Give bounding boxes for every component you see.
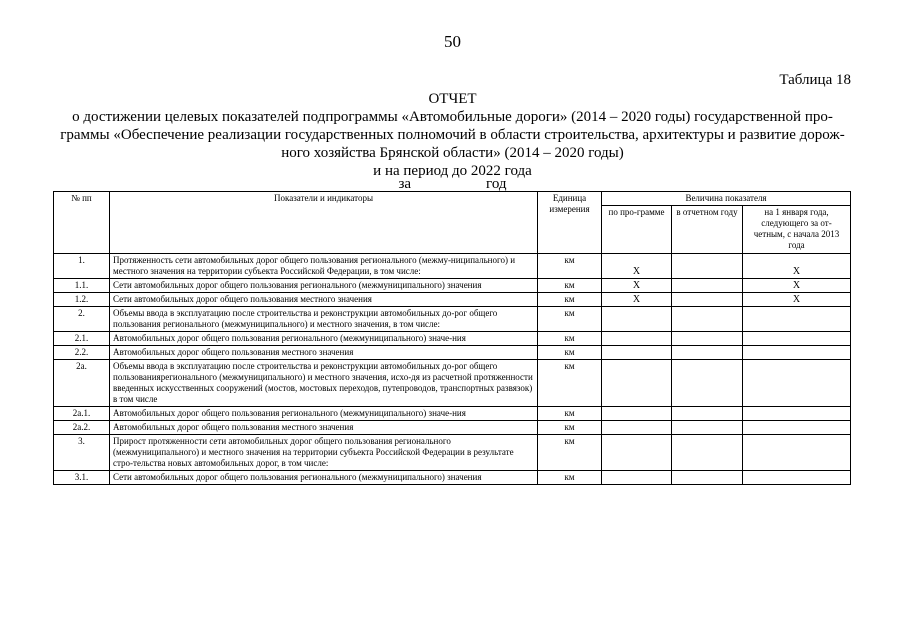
- row-indicator: Сети автомобильных дорог общего пользования местного значения: [110, 293, 538, 307]
- row-reporting-year: [672, 279, 743, 293]
- row-unit: км: [538, 293, 602, 307]
- header-reporting-year: в отчетном году: [672, 206, 743, 254]
- row-by-program: [602, 471, 672, 485]
- row-indicator: Автомобильных дорог общего пользования местного значения: [110, 346, 538, 360]
- row-unit: км: [538, 407, 602, 421]
- row-by-program: [602, 435, 672, 471]
- row-number: 1.: [54, 254, 110, 279]
- row-by-program: X: [602, 279, 672, 293]
- table-row: [54, 346, 851, 360]
- table-row: [54, 293, 851, 307]
- row-unit: км: [538, 360, 602, 407]
- row-reporting-year: [672, 407, 743, 421]
- row-unit: км: [538, 254, 602, 279]
- row-jan1: X: [743, 279, 851, 293]
- row-number: 2а.2.: [54, 421, 110, 435]
- row-unit: км: [538, 346, 602, 360]
- row-by-program: [602, 332, 672, 346]
- page-number: 50: [444, 32, 461, 51]
- header-jan1: на 1 января года, следующего за от-четным, с начала 2013 года: [743, 206, 851, 254]
- title-line-3: ного хозяйства Брянской области» (2014 – 2020 годы): [281, 145, 624, 161]
- row-by-program: [602, 346, 672, 360]
- row-by-program: [602, 307, 672, 332]
- row-reporting-year: [672, 360, 743, 407]
- row-jan1: [743, 307, 851, 332]
- row-jan1: [743, 360, 851, 407]
- row-reporting-year: [672, 435, 743, 471]
- row-number: 2.: [54, 307, 110, 332]
- title-line-4: и на период до 2022 года: [373, 163, 532, 179]
- table-label: Таблица 18: [779, 72, 851, 88]
- row-reporting-year: [672, 421, 743, 435]
- row-number: 1.1.: [54, 279, 110, 293]
- row-reporting-year: [672, 293, 743, 307]
- row-indicator: Автомобильных дорог общего пользования регионального (межмуниципального) значе-ния: [110, 332, 538, 346]
- row-indicator: Сети автомобильных дорог общего пользования регионального (межмуниципального) значения: [110, 279, 538, 293]
- table-row: [54, 435, 851, 471]
- report-period: за год: [398, 176, 507, 192]
- table-row: [54, 421, 851, 435]
- row-by-program: [602, 360, 672, 407]
- table-row: [54, 407, 851, 421]
- row-number: 2.2.: [54, 346, 110, 360]
- row-by-program: [602, 407, 672, 421]
- row-reporting-year: [672, 346, 743, 360]
- row-by-program: [602, 421, 672, 435]
- header-unit: Единица измерения: [538, 192, 602, 254]
- row-unit: км: [538, 279, 602, 293]
- row-indicator: Автомобильных дорог общего пользования местного значения: [110, 421, 538, 435]
- row-indicator: Прирост протяженности сети автомобильных дорог общего пользования регионального (межмуниципального) и местного значения на территории субъекта Российской Федерации в результате стро-тельства новых автомобильных дорог, в том числе:: [110, 435, 538, 471]
- row-jan1: [743, 421, 851, 435]
- row-reporting-year: [672, 307, 743, 332]
- row-number: 2.1.: [54, 332, 110, 346]
- header-num: № пп: [54, 192, 110, 254]
- row-unit: км: [538, 471, 602, 485]
- row-number: 2а.1.: [54, 407, 110, 421]
- table-row: [54, 332, 851, 346]
- row-reporting-year: [672, 471, 743, 485]
- row-indicator: Автомобильных дорог общего пользования регионального (межмуниципального) значе-ния: [110, 407, 538, 421]
- row-jan1: X: [743, 254, 851, 279]
- header-indicator: Показатели и индикаторы: [110, 192, 538, 254]
- row-number: 3.1.: [54, 471, 110, 485]
- row-unit: км: [538, 307, 602, 332]
- row-indicator: Объемы ввода в эксплуатацию после строительства и реконструкции автомобильных до-рог общего пользованиярегионального (межмуниципального) и местного значения, исхо-дя из расчетной протяженности введенных искусственных сооружений (мостов, мостовых переходов, путепроводов, транспортных развязок) в том числе: [110, 360, 538, 407]
- table-row: [54, 307, 851, 332]
- report-title: [54, 90, 851, 180]
- title-line-1: о достижении целевых показателей подпрограммы «Автомобильные дороги» (2014 – 2020 годы) государственной про-: [72, 109, 833, 125]
- row-indicator: Объемы ввода в эксплуатацию после строительства и реконструкции автомобильных до-рог общего пользования регионального (межмуниципального) и местного значения, в том числе:: [110, 307, 538, 332]
- title-heading: ОТЧЕТ: [428, 91, 477, 107]
- table-row: [54, 471, 851, 485]
- row-unit: км: [538, 421, 602, 435]
- row-jan1: [743, 332, 851, 346]
- row-by-program: X: [602, 293, 672, 307]
- row-jan1: X: [743, 293, 851, 307]
- indicators-table: [53, 191, 851, 485]
- table-row: [54, 360, 851, 407]
- row-reporting-year: [672, 254, 743, 279]
- row-indicator: Сети автомобильных дорог общего пользования регионального (межмуниципального) значения: [110, 471, 538, 485]
- title-line-2: граммы «Обеспечение реализации государственных полномочий в области строительства, архитектуры и развитие дорож-: [60, 127, 845, 143]
- row-by-program: X: [602, 254, 672, 279]
- row-reporting-year: [672, 332, 743, 346]
- row-number: 3.: [54, 435, 110, 471]
- row-indicator: Протяженность сети автомобильных дорог общего пользования регионального (межму-ниципального) и местного значения на территории субъекта Российской Федерации, в том числе:: [110, 254, 538, 279]
- row-jan1: [743, 471, 851, 485]
- row-number: 1.2.: [54, 293, 110, 307]
- row-unit: км: [538, 332, 602, 346]
- row-jan1: [743, 435, 851, 471]
- table-row: [54, 254, 851, 279]
- table-row: [54, 279, 851, 293]
- row-number: 2а.: [54, 360, 110, 407]
- header-by-program: по про-грамме: [602, 206, 672, 254]
- row-unit: км: [538, 435, 602, 471]
- row-jan1: [743, 407, 851, 421]
- header-value-group: Величина показателя: [602, 192, 851, 206]
- row-jan1: [743, 346, 851, 360]
